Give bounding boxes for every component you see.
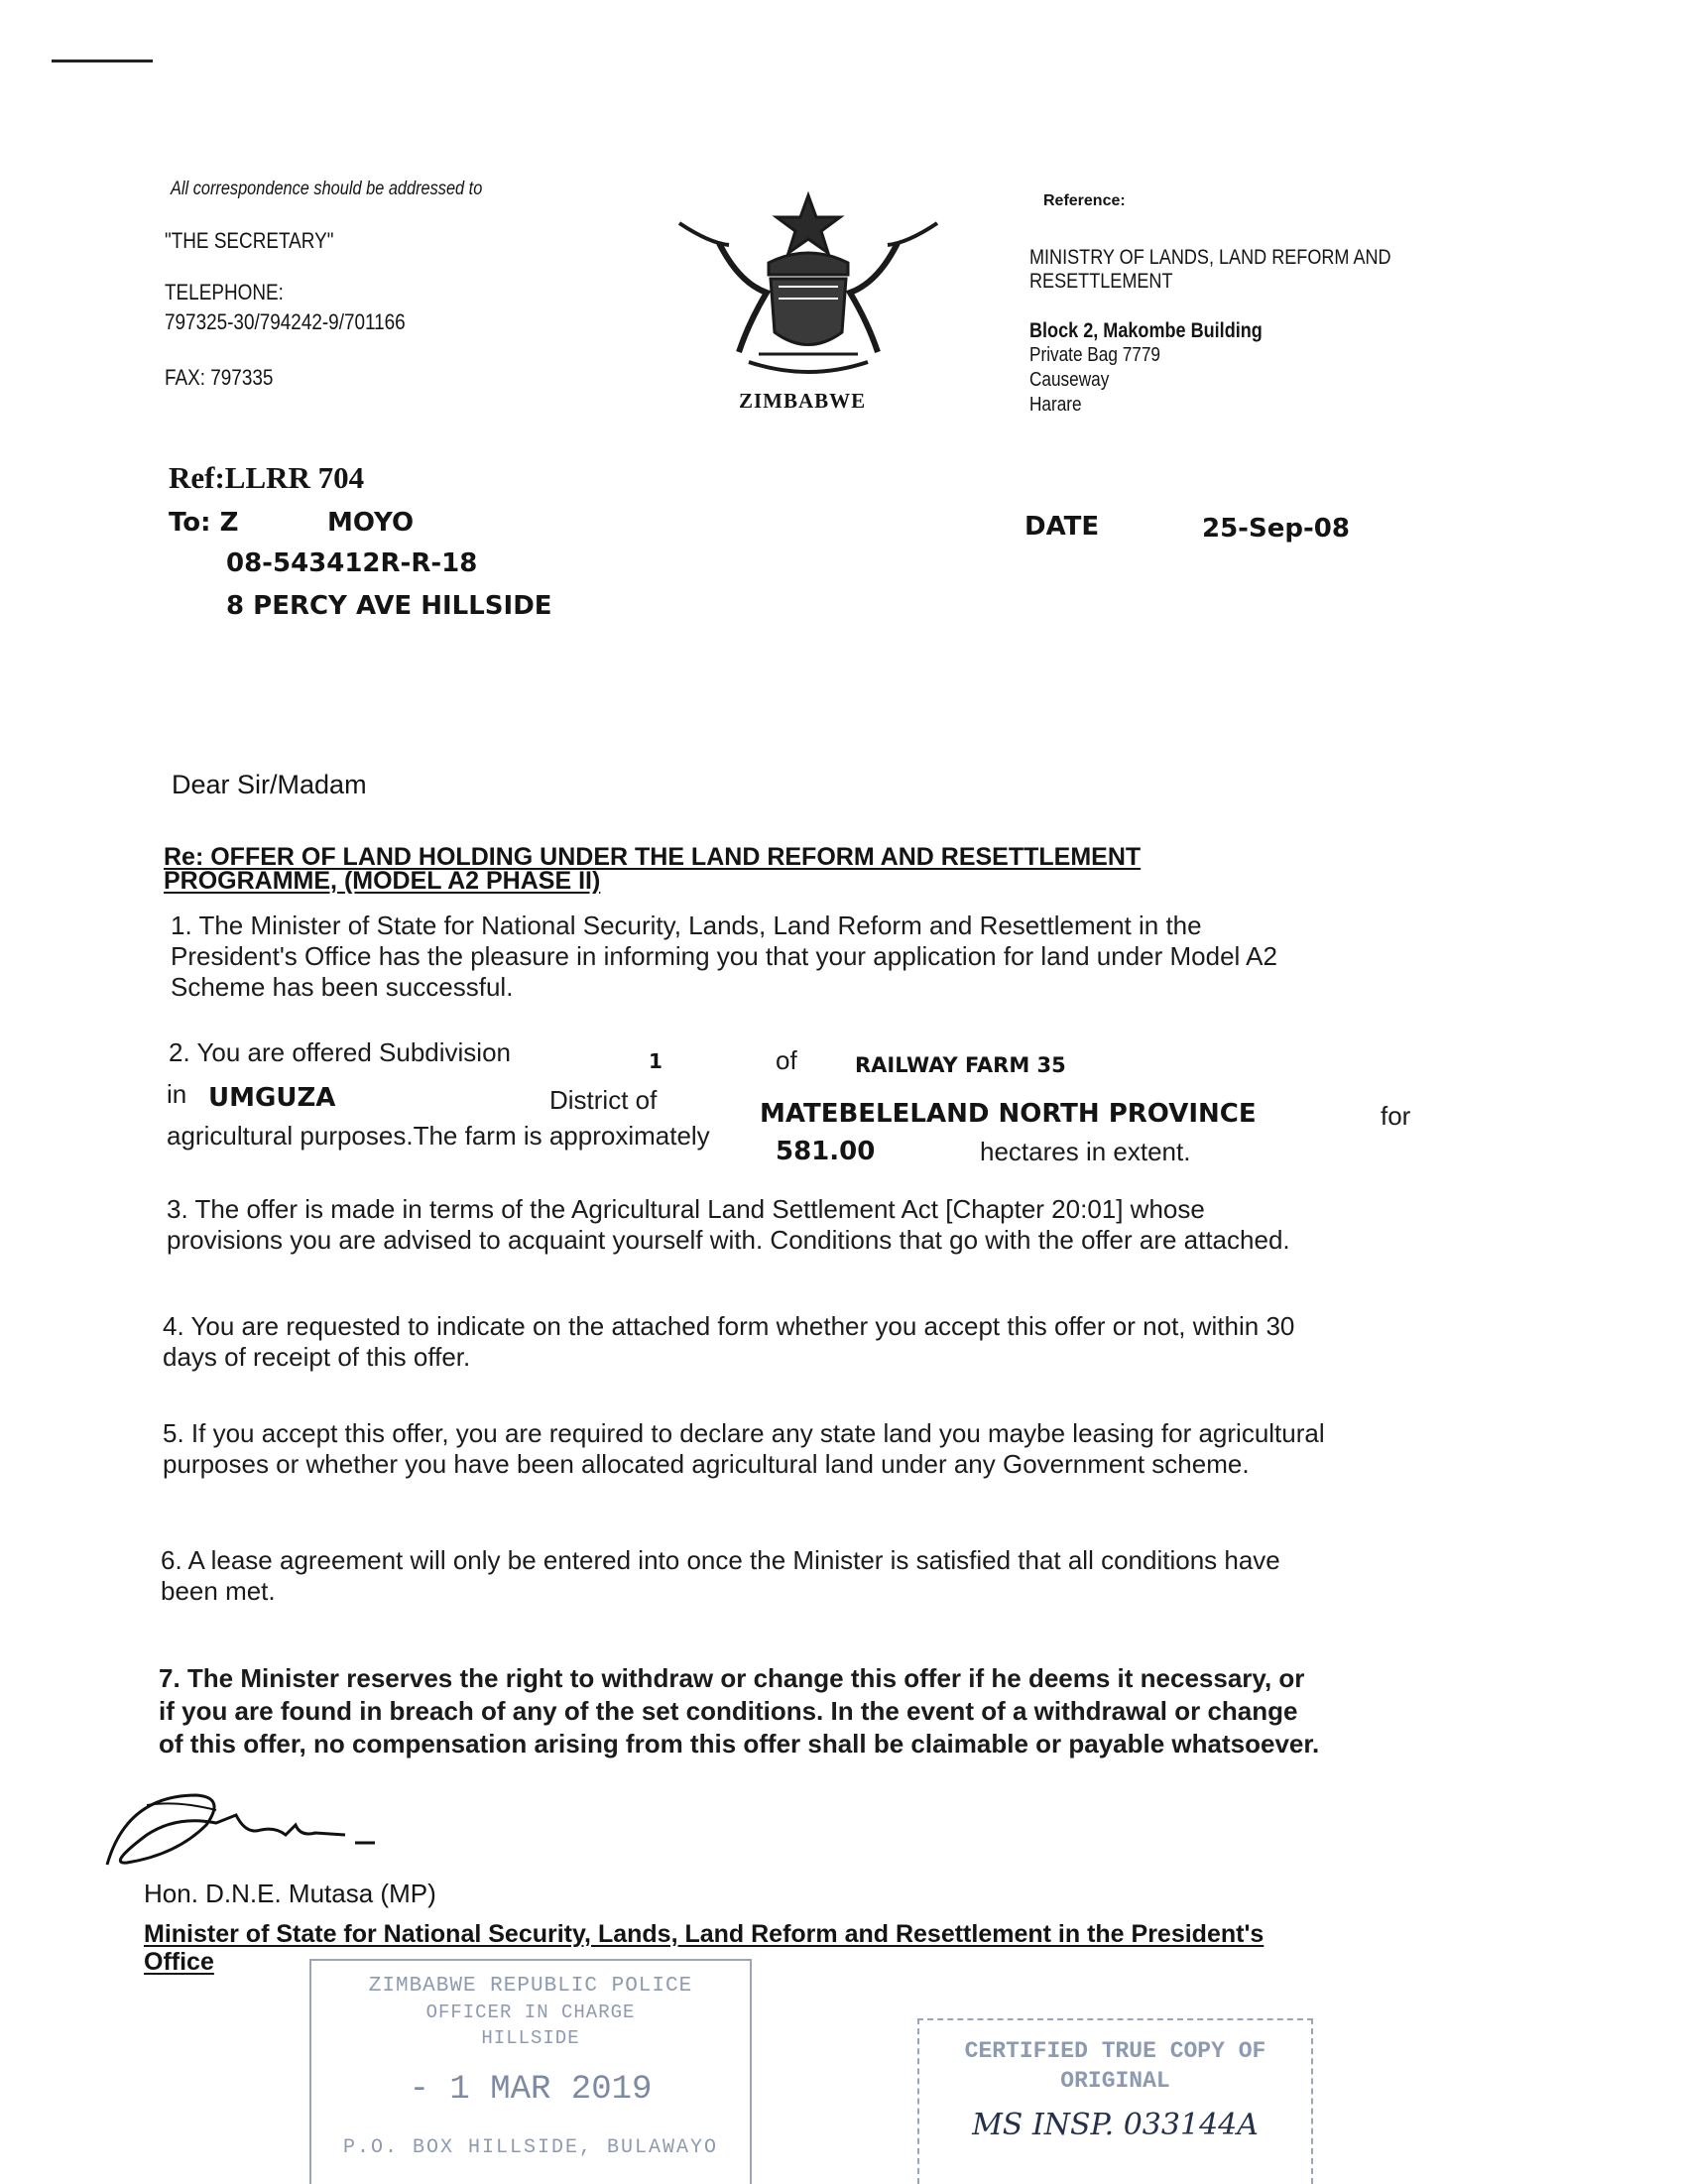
police-stamp-line2: OFFICER IN CHARGE — [425, 2002, 636, 2023]
paragraph-2-in: in — [167, 1079, 187, 1109]
date-value: 25-Sep-08 — [1202, 514, 1350, 544]
paragraph-3-line: 3. The offer is made in terms of the Agricultural Land Settlement Act [Chapter 20:01] whose — [167, 1194, 1205, 1224]
paragraph-7-line: of this offer, no compensation arising from this offer shall be claimable or payable whatsoever. — [159, 1729, 1320, 1759]
ministry-line2: RESETTLEMENT — [1029, 270, 1173, 293]
subject-line1: Re: OFFER OF LAND HOLDING UNDER THE LAND REFORM AND RESETTLEMENT — [164, 843, 1142, 871]
fax-number: FAX: 797335 — [165, 365, 274, 390]
causeway-line: Causeway — [1029, 369, 1110, 391]
paragraph-2-intro: 2. You are offered Subdivision — [169, 1037, 512, 1067]
paragraph-5-line: 5. If you accept this offer, you are required to declare any state land you maybe leasing for agricultural — [163, 1418, 1325, 1448]
hectares-value: 581.00 — [776, 1137, 876, 1166]
minister-title-line2: Office — [144, 1948, 214, 1976]
recipient-name: MOYO — [327, 508, 415, 538]
harare-line: Harare — [1029, 394, 1082, 416]
paragraph-4-line: days of receipt of this offer. — [163, 1342, 471, 1372]
secretary-label: "THE SECRETARY" — [165, 228, 334, 253]
telephone-label: TELEPHONE: — [165, 280, 284, 304]
date-label: DATE — [1024, 512, 1100, 542]
ministry-line1: MINISTRY OF LANDS, LAND REFORM AND — [1029, 246, 1391, 269]
paragraph-6 — [161, 1545, 1450, 1607]
reference-label: Reference: — [1043, 192, 1126, 209]
paragraph-2-extent: hectares in extent. — [980, 1137, 1191, 1166]
paragraph-4 — [163, 1311, 1462, 1373]
police-stamp-line3: HILLSIDE — [481, 2027, 580, 2049]
paragraph-6-line: been met. — [161, 1576, 276, 1606]
paragraph-6-line: 6. A lease agreement will only be entered into once the Minister is satisfied that all conditions have — [161, 1545, 1280, 1575]
paragraph-3 — [167, 1194, 1456, 1256]
minister-title-line1: Minister of State for National Security, Lands, Land Reform and Resettlement in the President's — [144, 1920, 1264, 1948]
letter-reference: Ref:LLRR 704 — [169, 460, 365, 495]
police-stamp-address: P.O. BOX HILLSIDE, BULAWAYO — [342, 2136, 719, 2159]
certified-handwriting: MS INSP. 033144A — [972, 2108, 1259, 2142]
paragraph-7-line: 7. The Minister reserves the right to withdraw or change this offer if he deems it necessary, or — [159, 1663, 1305, 1693]
certified-copy-stamp — [917, 2018, 1313, 2184]
recipient-address: 8 PERCY AVE HILLSIDE — [226, 591, 552, 621]
police-stamp-date: - 1 MAR 2019 — [409, 2071, 653, 2109]
paragraph-7-line: if you are found in breach of any of the set conditions. In the event of a withdrawal or change — [159, 1696, 1298, 1726]
farm-name: RAILWAY FARM 35 — [855, 1053, 1066, 1077]
paragraph-7 — [159, 1662, 1488, 1760]
telephone-numbers: 797325-30/794242-9/701166 — [165, 309, 406, 334]
police-stamp — [309, 1959, 752, 2184]
paragraph-4-line: 4. You are requested to indicate on the attached form whether you accept this offer or not, within 30 — [163, 1311, 1295, 1341]
certified-stamp-line2: ORIGINAL — [1060, 2068, 1170, 2094]
correspondence-note: All correspondence should be addressed to — [171, 179, 483, 199]
paragraph-2-for: for — [1381, 1101, 1411, 1131]
paragraph-1-line: 1. The Minister of State for National Security, Lands, Land Reform and Resettlement in the — [171, 910, 1202, 940]
zimbabwe-coat-of-arms-icon — [660, 183, 957, 382]
building-line: Block 2, Makombe Building — [1029, 319, 1263, 342]
subject-line2: PROGRAMME, (MODEL A2 PHASE II) — [164, 867, 601, 895]
paragraph-3-line: provisions you are advised to acquaint yourself with. Conditions that go with the offer are attached. — [167, 1225, 1290, 1255]
police-stamp-line1: ZIMBABWE REPUBLIC POLICE — [368, 1975, 693, 1998]
province-name: MATEBELELAND NORTH PROVINCE — [760, 1099, 1257, 1129]
paragraph-5-line: purposes or whether you have been allocated agricultural land under any Government scheme. — [163, 1449, 1250, 1479]
paragraph-1-line: Scheme has been successful. — [171, 972, 514, 1002]
private-bag-line: Private Bag 7779 — [1029, 344, 1160, 366]
paragraph-1 — [171, 910, 1440, 1003]
recipient-id-number: 08-543412R-R-18 — [226, 548, 478, 578]
salutation: Dear Sir/Madam — [172, 770, 367, 799]
paragraph-2-purpose: agricultural purposes.The farm is approximately — [167, 1121, 710, 1151]
paragraph-2-of: of — [776, 1045, 797, 1075]
paragraph-1-line: President's Office has the pleasure in informing you that your application for land under Model A2 — [171, 941, 1277, 971]
paragraph-2-district-of: District of — [549, 1085, 658, 1115]
paragraph-5 — [163, 1418, 1472, 1480]
emblem-caption: ZIMBABWE — [739, 389, 867, 413]
certified-stamp-line1: CERTIFIED TRUE COPY OF — [964, 2038, 1266, 2064]
scan-mark — [52, 60, 153, 62]
district-name: UMGUZA — [208, 1083, 336, 1113]
minister-signature — [87, 1775, 385, 1884]
recipient-initial: To: Z — [169, 508, 239, 538]
minister-name: Hon. D.N.E. Mutasa (MP) — [144, 1879, 436, 1908]
subdivision-number: 1 — [649, 1049, 662, 1073]
